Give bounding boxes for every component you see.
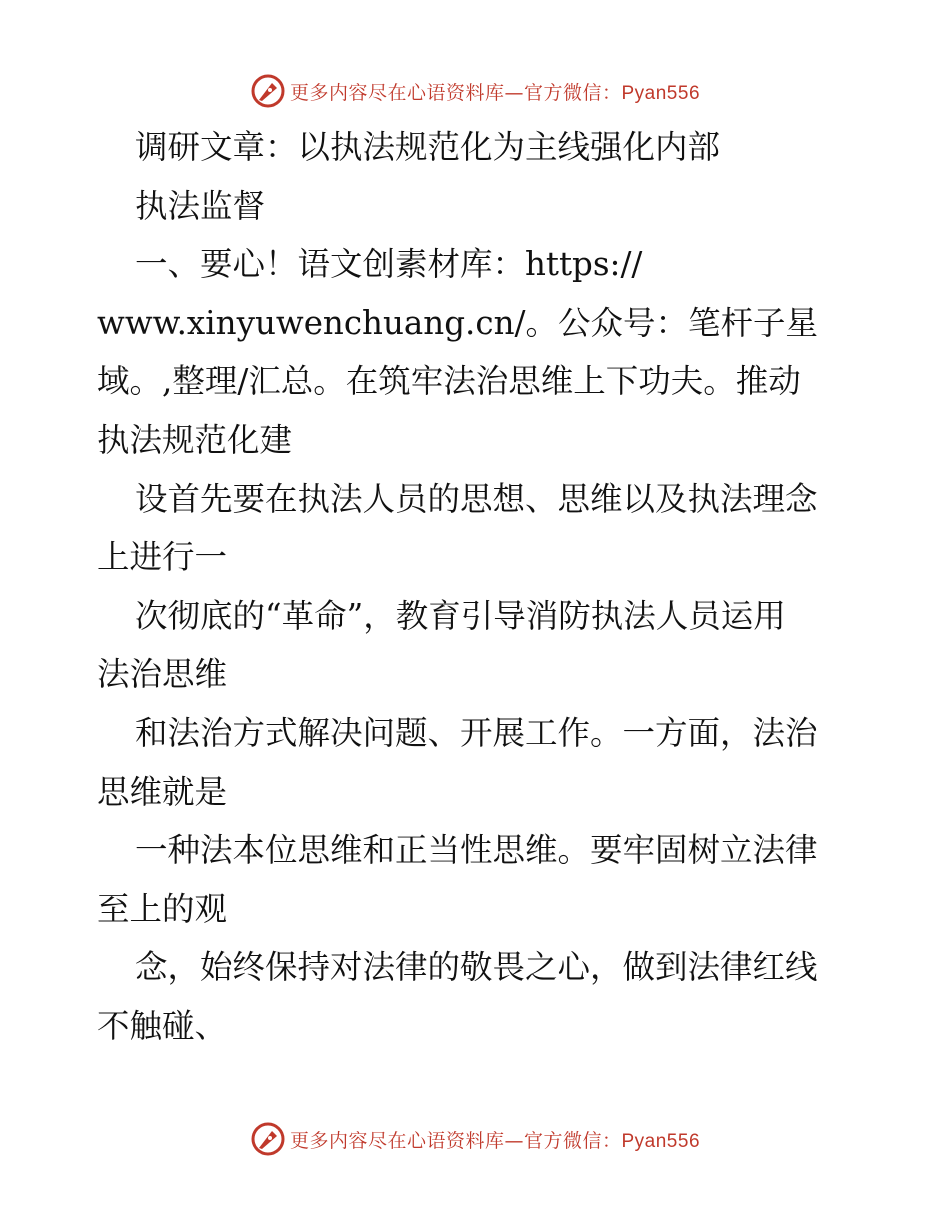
footer-banner-text	[290, 1126, 700, 1153]
header-banner-text	[290, 78, 700, 105]
banner-contact-label: 官方微信：	[523, 1129, 622, 1152]
paragraph-line: 至上的观	[97, 889, 228, 928]
paragraph-line: 念，始终保持对法律的敬畏之心，做到法律红线	[135, 948, 818, 987]
banner-contact-label: 官方微信：	[523, 81, 622, 104]
paragraph-line: 次彻底的“革命”，教育引导消防执法人员运用	[135, 596, 786, 635]
pen-nib-logo-icon	[250, 1121, 286, 1157]
banner-separator: —	[504, 81, 524, 104]
banner-title: 更多内容尽在心语资料库	[289, 1129, 505, 1152]
header-banner	[0, 71, 950, 111]
banner-title: 更多内容尽在心语资料库	[289, 81, 505, 104]
paragraph-line: 上进行一	[97, 538, 228, 577]
document-body	[97, 118, 857, 1056]
paragraph-line: 执法规范化建	[97, 420, 293, 459]
banner-handle: Pyan556	[621, 1130, 701, 1152]
title-line-2: 执法监督	[135, 186, 266, 225]
paragraph-line: 不触碰、	[97, 1006, 228, 1045]
paragraph-line: 一种法本位思维和正当性思维。要牢固树立法律	[135, 831, 818, 870]
pen-nib-logo-icon	[250, 73, 286, 109]
paragraph-line: 法治思维	[97, 655, 228, 694]
paragraph-line: 思维就是	[97, 772, 228, 811]
paragraph-line: 域。,整理/汇总。在筑牢法治思维上下功夫。推动	[97, 362, 801, 401]
banner-handle: Pyan556	[621, 82, 701, 104]
banner-separator: —	[504, 1129, 524, 1152]
footer-banner	[0, 1119, 950, 1159]
paragraph-line: www.xinyuwenchuang.cn/。公众号：笔杆子星	[97, 303, 818, 342]
paragraph-line: 和法治方式解决问题、开展工作。一方面，法治	[135, 713, 818, 752]
paragraph-line: 设首先要在执法人员的思想、思维以及执法理念	[135, 479, 818, 518]
title-line-1: 调研文章：以执法规范化为主线强化内部	[135, 128, 721, 166]
paragraph-line: 一、要心！语文创素材库：https://	[135, 245, 643, 284]
